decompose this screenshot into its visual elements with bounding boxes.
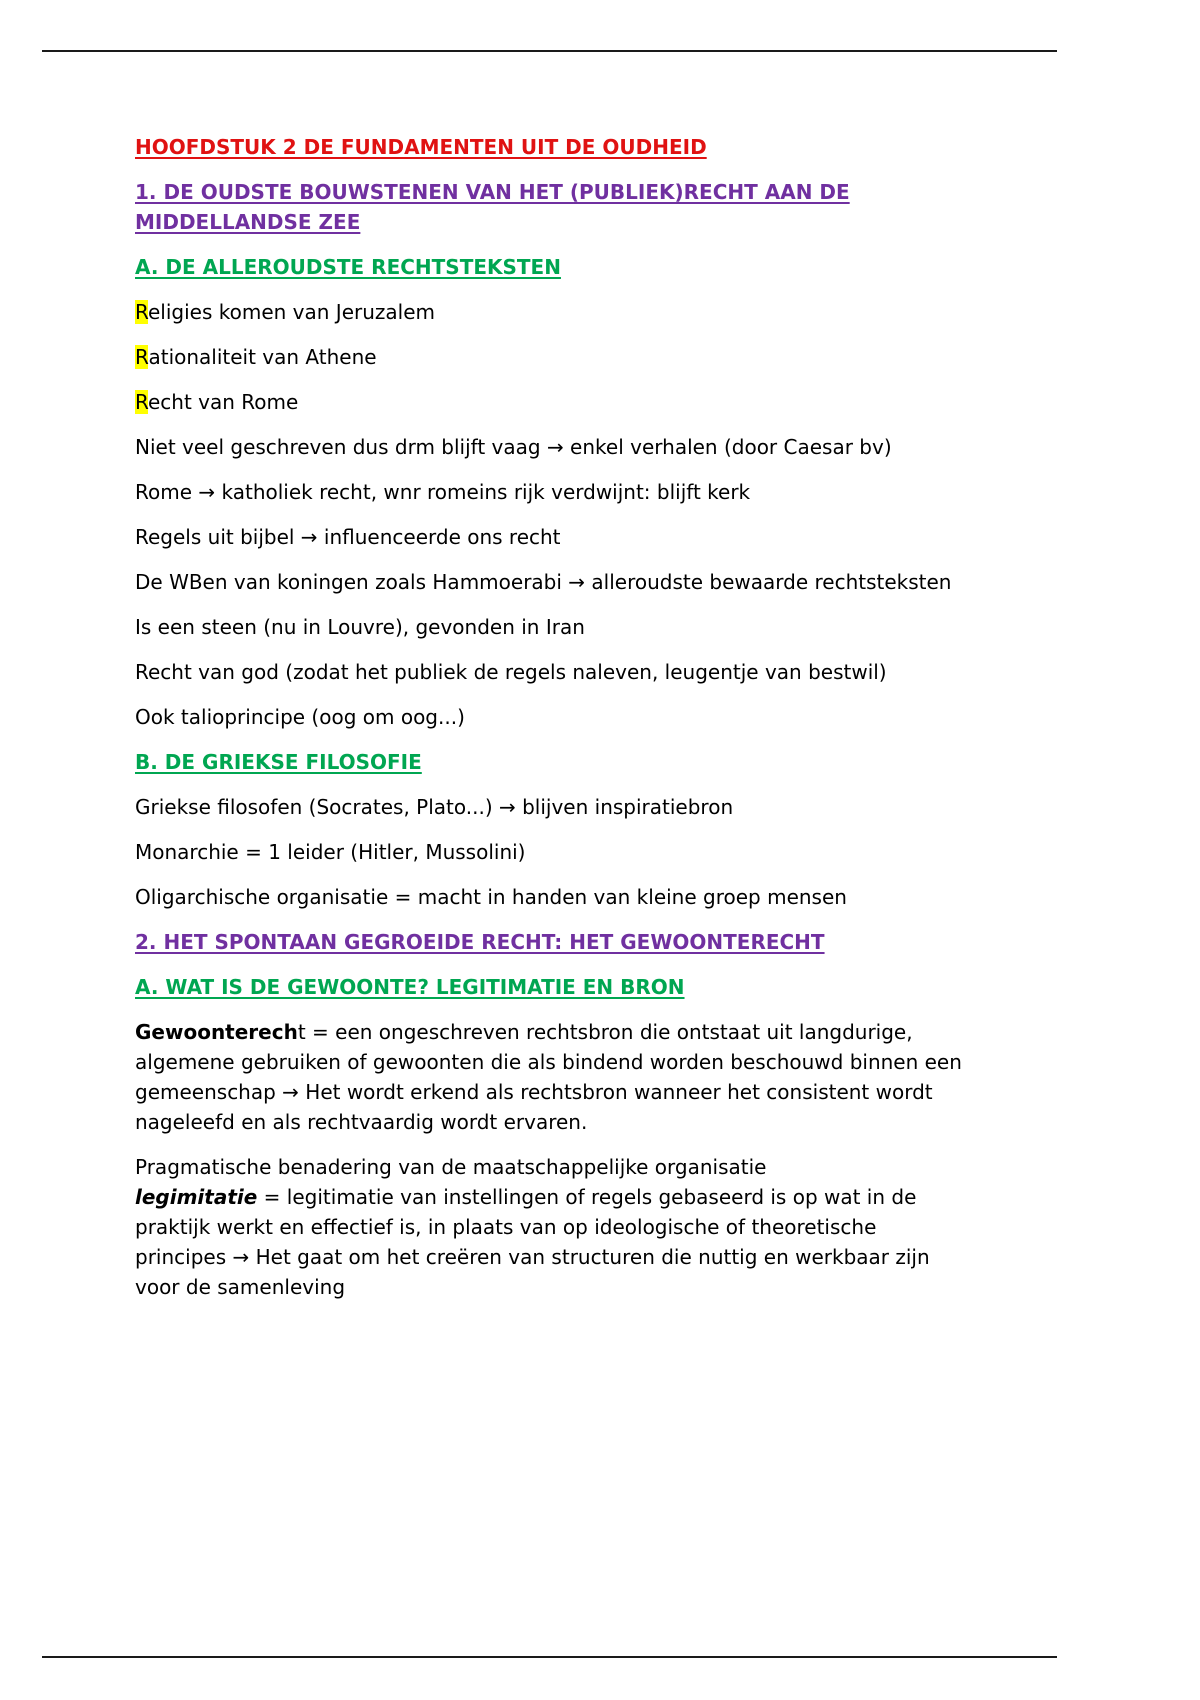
paragraph-religies bbox=[135, 297, 973, 327]
paragraph-text: Pragmatische benadering van de maatschappelijke organisatie bbox=[135, 1155, 767, 1179]
chapter-heading: HOOFDSTUK 2 DE FUNDAMENTEN UIT DE OUDHEID bbox=[135, 135, 707, 159]
paragraph-niet-veel: Niet veel geschreven dus drm blijft vaag → enkel verhalen (door Caesar bv) bbox=[135, 435, 892, 459]
paragraph-gewoonterecht bbox=[135, 1017, 973, 1137]
paragraph-steen: Is een steen (nu in Louvre), gevonden in Iran bbox=[135, 615, 585, 639]
paragraph-talio: Ook talioprincipe (oog om oog...) bbox=[135, 705, 465, 729]
bold-term: Gewoonterech bbox=[135, 1020, 298, 1044]
subsection-b-heading: B. DE GRIEKSE FILOSOFIE bbox=[135, 750, 422, 774]
paragraph-text: = legitimatie van instellingen of regels gebaseerd is op wat in de praktijk werkt en effectief is, in plaats van op ideologische of theoretische principes → Het gaat om het creëren van structuren die nuttig en werkbaar zijn voor de samenleving bbox=[135, 1185, 930, 1299]
paragraph-recht-god: Recht van god (zodat het publiek de regels naleven, leugentje van bestwil) bbox=[135, 660, 887, 684]
paragraph-text: t = een ongeschreven rechtsbron die ontstaat uit langdurige, algemene gebruiken of gewoonten die als bindend worden beschouwd binnen een gemeenschap → Het wordt erkend als rechtsbron wanneer het consistent wordt nageleefd en als rechtvaardig wordt ervaren. bbox=[135, 1020, 962, 1134]
highlighted-letter: R bbox=[135, 390, 148, 414]
paragraph-text: echt van Rome bbox=[148, 390, 299, 414]
paragraph-regels-bijbel: Regels uit bijbel → influenceerde ons recht bbox=[135, 525, 561, 549]
paragraph-rationaliteit bbox=[135, 342, 973, 372]
highlighted-letter: R bbox=[135, 345, 149, 369]
section-1-heading: 1. DE OUDSTE BOUWSTENEN VAN HET (PUBLIEK)RECHT AAN DE MIDDELLANDSE ZEE bbox=[135, 180, 850, 234]
paragraph-legitimatie bbox=[135, 1152, 973, 1302]
bold-italic-term: legimitatie bbox=[135, 1185, 258, 1209]
section-2-heading: 2. HET SPONTAAN GEGROEIDE RECHT: HET GEWOONTERECHT bbox=[135, 930, 825, 954]
footer-rule bbox=[42, 1656, 1057, 1658]
paragraph-oligarchie: Oligarchische organisatie = macht in handen van kleine groep mensen bbox=[135, 885, 847, 909]
paragraph-wben: De WBen van koningen zoals Hammoerabi → alleroudste bewaarde rechtsteksten bbox=[135, 570, 952, 594]
paragraph-rome-katholiek: Rome → katholiek recht, wnr romeins rijk verdwijnt: blijft kerk bbox=[135, 480, 751, 504]
paragraph-griekse-filosofen: Griekse filosofen (Socrates, Plato...) → blijven inspiratiebron bbox=[135, 795, 734, 819]
paragraph-text: eligies komen van Jeruzalem bbox=[148, 300, 436, 324]
subsection-a2-heading: A. WAT IS DE GEWOONTE? LEGITIMATIE EN BRON bbox=[135, 975, 685, 999]
subsection-a-heading: A. DE ALLEROUDSTE RECHTSTEKSTEN bbox=[135, 255, 561, 279]
highlighted-letter: R bbox=[135, 300, 148, 324]
paragraph-recht-rome bbox=[135, 387, 973, 417]
paragraph-monarchie: Monarchie = 1 leider (Hitler, Mussolini) bbox=[135, 840, 526, 864]
document-content bbox=[135, 132, 973, 1317]
paragraph-text: ationaliteit van Athene bbox=[148, 345, 377, 369]
header-rule bbox=[42, 50, 1057, 52]
